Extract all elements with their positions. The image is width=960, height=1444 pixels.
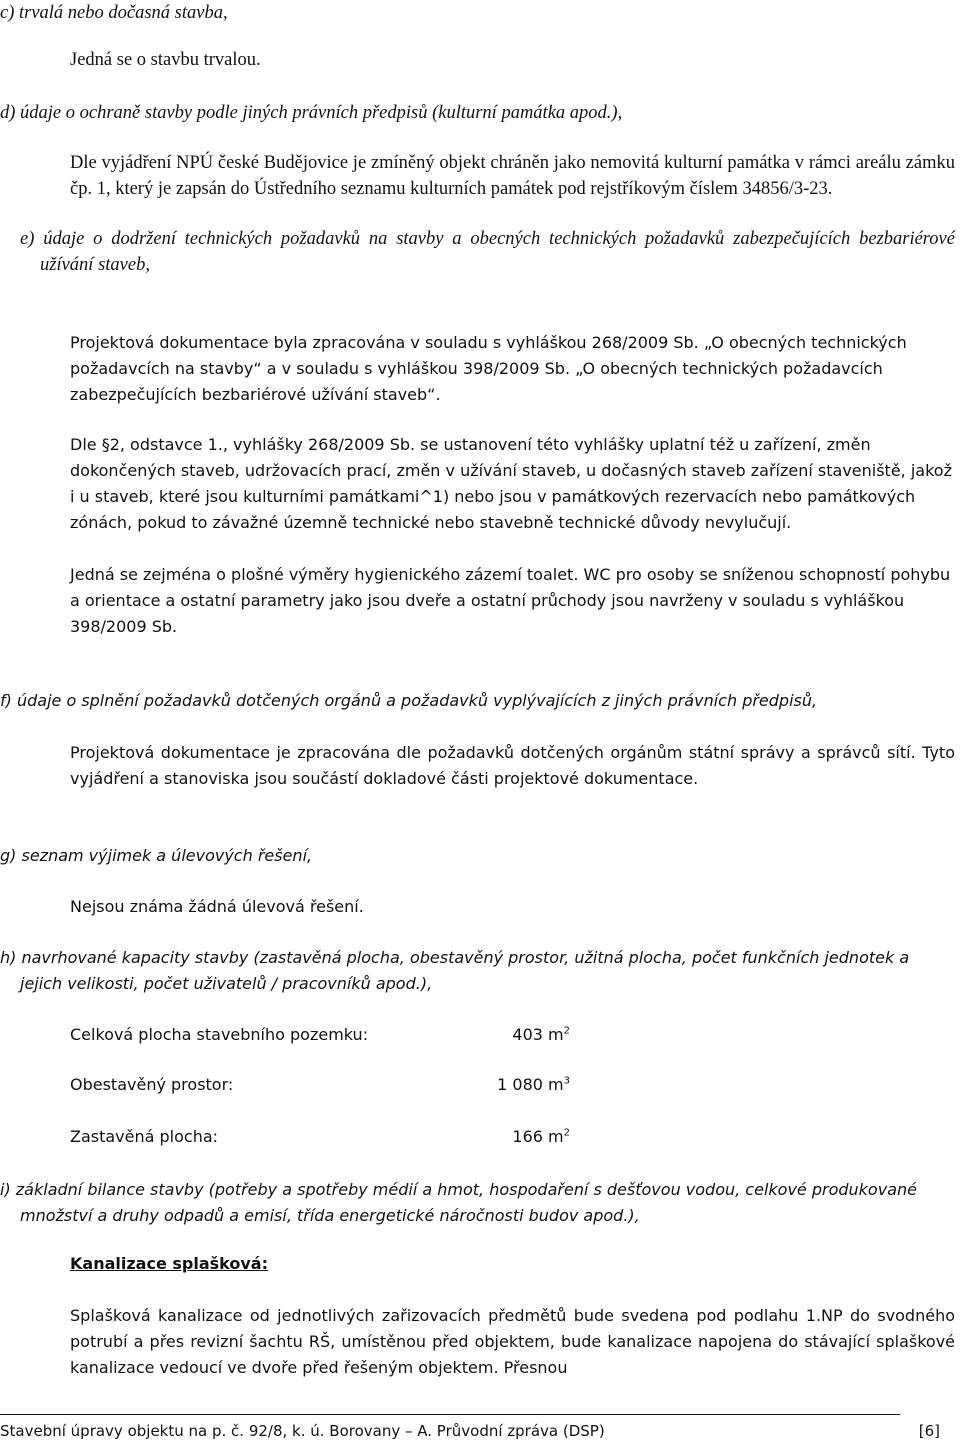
footer-divider <box>0 1414 900 1415</box>
section-i-subheading: Kanalizace splašková: <box>70 1254 268 1273</box>
section-f-heading: f) údaje o splnění požadavků dotčených orgánů a požadavků vyplývajících z jiných právních předpisů, <box>0 691 818 710</box>
footer-page-number: [6] <box>918 1422 940 1440</box>
capacity-value-exponent: 3 <box>563 1075 570 1087</box>
capacity-value <box>450 1124 570 1150</box>
section-h-heading: h) navrhované kapacity stavby (zastavěná plocha, obestavěný prostor, užitná plocha, počet funkčních jednotek a jejich velikosti, počet uživatelů / pracovníků apod.), <box>0 948 910 993</box>
capacity-label: Celková plocha stavebního pozemku: <box>70 1025 369 1044</box>
capacity-value <box>450 1072 570 1098</box>
capacity-value-exponent: 2 <box>563 1127 570 1139</box>
section-e-para-1: Projektová dokumentace byla zpracována v souladu s vyhláškou 268/2009 Sb. „O obecných technických požadavcích na stavby“ a v souladu s vyhláškou 398/2009 Sb. „O obecných technických požadavcích zabezpečujících bezbariérové užívání staveb“. <box>70 333 907 404</box>
capacity-value-number: 403 m <box>512 1025 564 1044</box>
capacity-label: Zastavěná plocha: <box>70 1127 219 1146</box>
section-f-text: Projektová dokumentace je zpracována dle požadavků dotčených orgánům státní správy a správců sítí. Tyto vyjádření a stanoviska jsou součástí dokladové části projektové dokumentace. <box>70 743 955 788</box>
capacity-label: Obestavěný prostor: <box>70 1075 234 1094</box>
section-e-heading <box>20 226 955 278</box>
section-g-heading: g) seznam výjimek a úlevových řešení, <box>0 846 313 865</box>
section-i-text: Splašková kanalizace od jednotlivých zařizovacích předmětů bude svedena pod podlahu 1.NP do svodného potrubí a přes revizní šachtu RŠ, umístěnou před objektem, bude kanalizace napojena do stávající splaškové kanalizace vedoucí ve dvoře před řešeným objektem. Přesnou <box>70 1306 955 1377</box>
capacity-value-exponent: 2 <box>563 1025 570 1037</box>
section-d-heading: d) údaje o ochraně stavby podle jiných právních předpisů (kulturní památka apod.), <box>0 103 623 123</box>
section-d-text: Dle vyjádření NPÚ české Budějovice je zmíněný objekt chráněn jako nemovitá kulturní památka v rámci areálu zámku čp. 1, který je zapsán do Ústředního seznamu kulturních památek pod rejstříkovým číslem 34856/3-23. <box>70 153 955 199</box>
capacity-value <box>450 1022 570 1048</box>
section-i-heading: i) základní bilance stavby (potřeby a spotřeby médií a hmot, hospodaření s dešťovou vodou, celkové produkované množství a druhy odpadů a emisí, třída energetické náročnosti budov apod.), <box>0 1180 917 1225</box>
capacity-value-number: 166 m <box>512 1127 564 1146</box>
section-c-text: Jedná se o stavbu trvalou. <box>70 50 261 70</box>
section-g-text: Nejsou známa žádná úlevová řešení. <box>70 897 364 916</box>
section-e-para-2: Dle §2, odstavce 1., vyhlášky 268/2009 Sb. se ustanovení této vyhlášky uplatní též u zařízení, změn dokončených staveb, udržovacích prací, změn v užívání staveb, u dočasných staveb zařízení staveniště, jakož i u staveb, které jsou kulturními památkami^1) nebo jsou v památkových rezervacích nebo památkových zónách, pokud to závažné územně technické nebo stavebně technické důvody nevylučují. <box>70 435 952 532</box>
section-e-para-3: Jedná se zejména o plošné výměry hygienického zázemí toalet. WC pro osoby se sníženou schopností pohybu a orientace a ostatní parametry jako jsou dveře a ostatní průchody jsou navrženy v souladu s vyhláškou 398/2009 Sb. <box>70 565 951 636</box>
section-c-heading: c) trvalá nebo dočasná stavba, <box>0 3 228 23</box>
section-e-heading-text: e) údaje o dodržení technických požadavků na stavby a obecných technických požadavků zabezpečujících bezbariérové užívání staveb, <box>20 229 955 275</box>
page-footer <box>0 1420 940 1442</box>
capacity-value-number: 1 080 m <box>497 1075 564 1094</box>
footer-title: Stavební úpravy objektu na p. č. 92/8, k. ú. Borovany – A. Průvodní zpráva (DSP) <box>0 1422 605 1440</box>
